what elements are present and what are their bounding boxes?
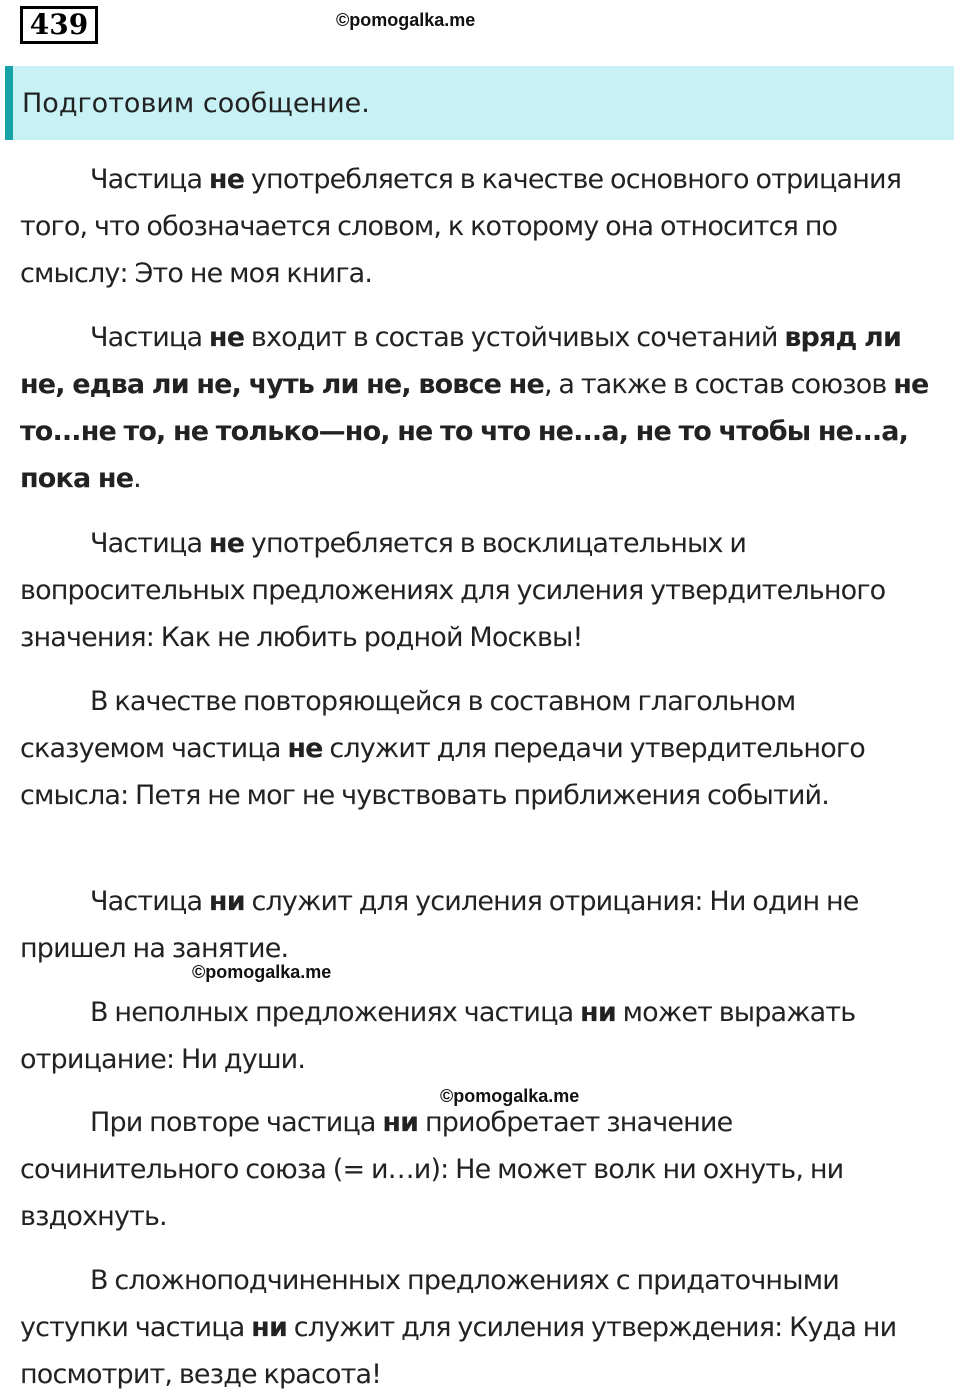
section-heading: Подготовим сообщение. [22,88,370,119]
text-run: входит в состав устойчивых сочетаний [244,322,785,353]
paragraph-ne-double [20,678,940,819]
paragraph-ni-concessive [20,1257,940,1398]
watermark: ©pomogalka.me [440,1086,580,1106]
bold-term: не [287,733,323,764]
paragraph-ne-negation [20,156,940,297]
text-run: служит для передачи утвердительного смысла: Петя не мог не чувствовать приближения событий. [20,733,865,811]
paragraph-ni-incomplete [20,989,940,1083]
text-run: В сложноподчиненных предложениях с придаточными уступки частица [20,1265,839,1343]
text-run: Частица [90,164,209,195]
paragraph-ne-exclamatory [20,520,940,661]
watermark: ©pomogalka.me [336,10,476,30]
text-run: В неполных предложениях частица [90,997,581,1028]
text-run: В качестве повторяющейся в составном глагольном сказуемом частица [20,686,796,764]
text-run: При повторе частица [90,1107,383,1138]
text-run: служит для усиления утверждения: Куда ни посмотрит, везде красота! [20,1312,897,1390]
paragraph-ni-intensify [20,878,940,972]
bold-term: ни [251,1312,288,1343]
paragraph-ne-combinations [20,314,940,502]
paragraph-ni-repeat [20,1099,940,1240]
task-number: 439 [20,6,98,44]
watermark: ©pomogalka.me [192,962,332,982]
bold-term: ни [580,997,616,1028]
heading-accent-bar [5,66,13,140]
text-run: . [133,463,141,494]
text-run: употребляется в качестве основного отрицания того, что обозначается словом, к которому она относится по смыслу: Это не моя книга. [20,164,902,289]
bold-term: ни [208,886,245,917]
bold-term: вряд ли не, едва ли не, чуть ли не, вовсе не [20,322,902,400]
text-run: служит для усиления отрицания: Ни один не пришел на занятие. [20,886,859,964]
bold-term: не [208,164,245,195]
text-run: приобретает значение сочинительного союза (= и…и): Не может волк ни охнуть, ни вздохнуть. [20,1107,844,1232]
text-run: Частица [90,322,209,353]
text-run: Частица [90,528,209,559]
text-run: Частица [90,886,209,917]
text-run: , а также в состав союзов [543,369,894,400]
bold-term: не [208,528,245,559]
text-run: употребляется в восклицательных и вопросительных предложениях для усиления утвердительного значения: Как не любить родной Москвы! [20,528,886,653]
bold-term: ни [382,1107,419,1138]
bold-term: не [208,322,245,353]
bold-term: не то...не то, не только—но, не то что не...а, не то чтобы не...а, пока не [20,369,929,494]
text-run: может выражать отрицание: Ни души. [20,997,856,1075]
